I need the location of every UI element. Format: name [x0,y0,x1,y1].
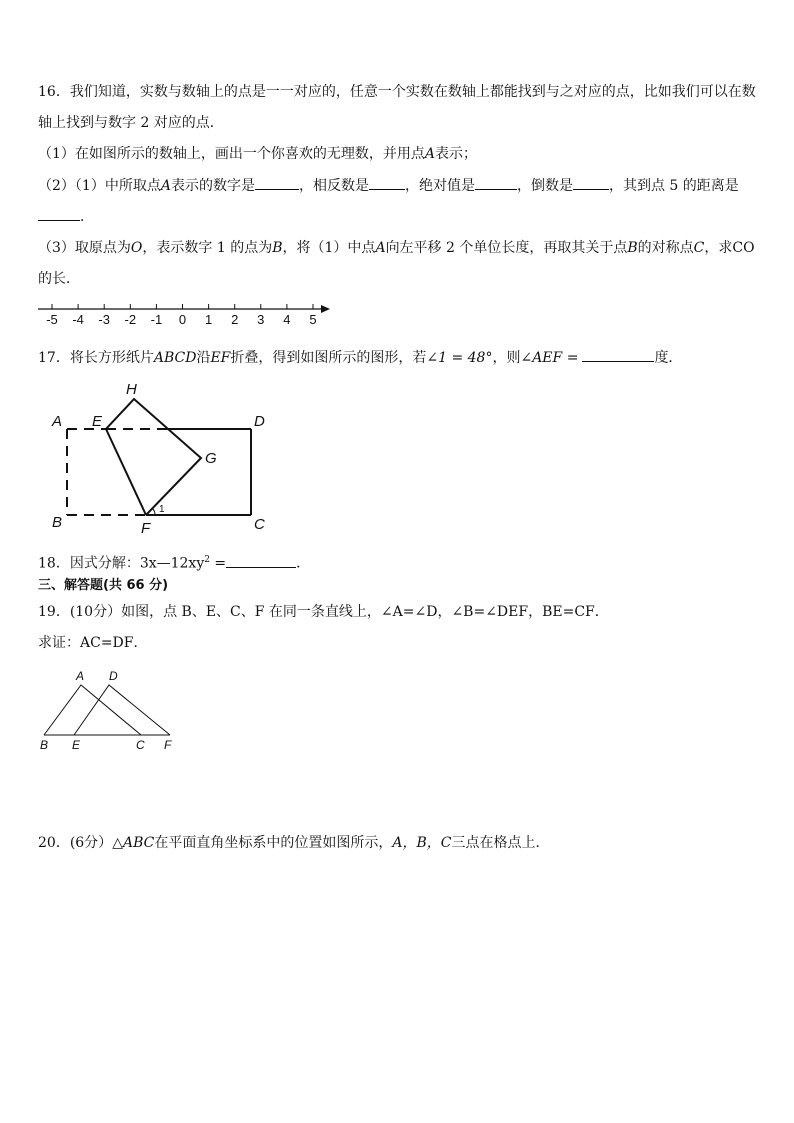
q16-part3-cont: 的长． [38,271,80,287]
number-line-label: -1 [150,312,163,327]
number-line-label: 1 [204,312,213,327]
q16-line1: 16．我们知道，实数与数轴上的点是一一对应的，任意一个实数在数轴上都能找到与之对应的点，比如我们可以在数 [38,84,756,100]
number-line-label: -5 [46,312,58,327]
label-B: B [52,514,63,531]
q18-text: 18．因式分解：$3x—12xy^2$ = ． [38,550,758,574]
q16-part2-cont: ． [38,206,758,227]
number-line-label: 2 [231,312,239,327]
label-E: E [92,413,103,430]
label-D: D [109,669,118,683]
label-C: C [136,738,145,752]
number-line-label: -3 [98,312,110,327]
number-line-label: 5 [309,312,317,327]
label-E: E [72,738,81,752]
label-D: D [254,413,265,430]
number-line-label: 0 [178,312,187,327]
q19-line2: 求证：AC=DF． [38,635,148,651]
q16-part2: （2）（1）中所取点A表示的数字是 ，相反数是 ，绝对值是 ，倒数是 ，其到点 5 的距离是 [38,175,758,196]
label-A: A [52,413,63,430]
q19-line1: 19．(10分）如图，点 B、E、C、F 在同一条直线上，∠A=∠D，∠B=∠DEF，BE=CF． [38,604,609,620]
q17-text: 17．将长方形纸片ABCD沿EF折叠，得到如图所示的图形，若∠1 = 48°，则∠AEF = 度． [38,347,758,368]
q20-text: 20．(6分）△ABC在平面直角坐标系中的位置如图所示，A，B，C三点在格点上． [38,835,550,851]
label-H: H [126,381,137,398]
label-C: C [254,516,265,533]
q16-line2: 轴上找到与数字 2 对应的点． [38,115,224,131]
triangle-ABC [44,685,141,735]
label-G: G [205,450,217,467]
label-A: A [76,669,85,683]
number-line-label: 4 [283,312,291,327]
number-line-label: -4 [72,312,84,327]
label-F: F [164,738,172,752]
section-title: 三、解答题(共 66 分) [38,578,169,593]
label-B: B [40,738,49,752]
q16-part3: （3）取原点为O，表示数字 1 的点为B，将（1）中点A向左平移 2 个单位长度，再取其关于点B的对称点C，求CO [38,240,755,256]
number-line-label: 3 [257,312,265,327]
number-line-label: -2 [124,312,137,327]
label-angle-1: 1 [159,504,165,515]
label-F: F [141,520,151,537]
triangle-DEF [74,685,170,735]
q16-part1: （1）在如图所示的数轴上，画出一个你喜欢的无理数，并用点A表示； [38,146,478,162]
